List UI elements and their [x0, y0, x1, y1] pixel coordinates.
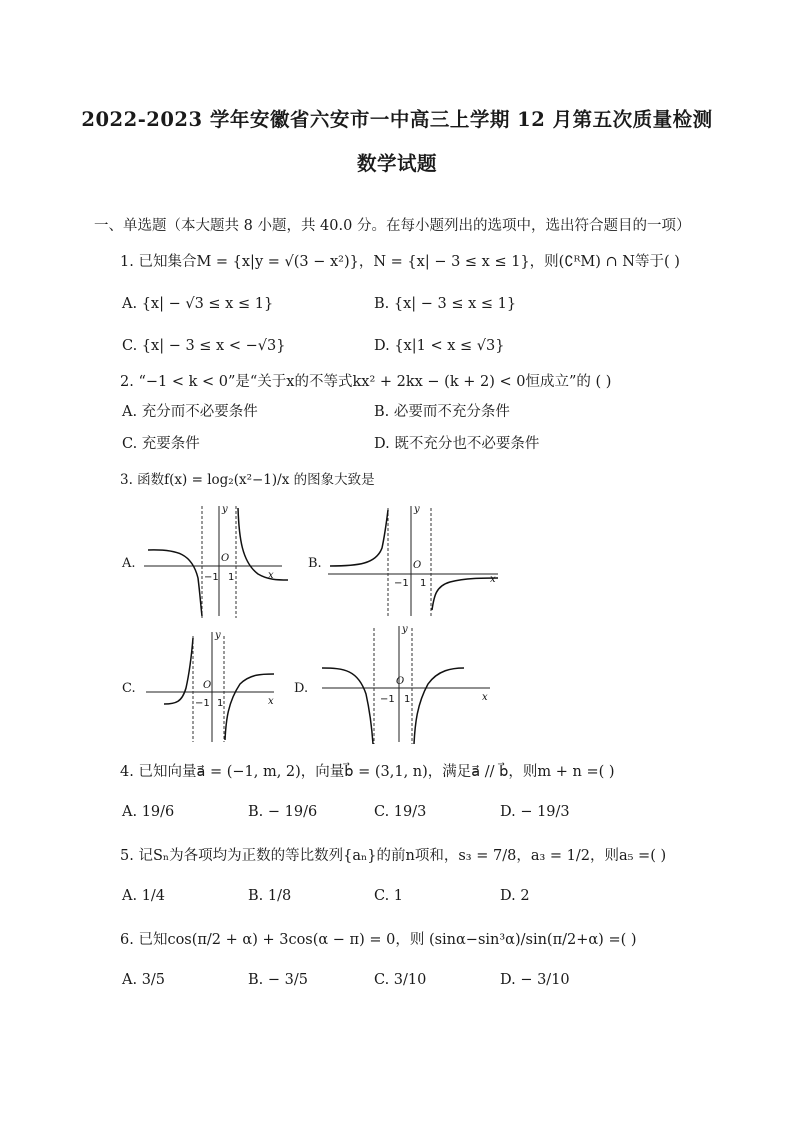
question-1-option-b[interactable]: B. {x| − 3 ≤ x ≤ 1}	[374, 296, 517, 312]
graph-b-neg1-label: −1	[394, 578, 409, 589]
graph-d-curve-right	[414, 668, 464, 744]
question-3-graphs	[118, 498, 528, 754]
graph-d-x-label: x	[482, 692, 488, 703]
question-2-option-c[interactable]: C. 充要条件	[122, 436, 200, 452]
graph-c-y-label: y	[215, 630, 221, 641]
graph-c[interactable]	[122, 630, 274, 742]
question-5-option-b[interactable]: B. 1/8	[248, 888, 292, 904]
question-2-option-a[interactable]: A. 充分而不必要条件	[122, 404, 258, 420]
graph-b-x-label: x	[490, 574, 496, 585]
graph-a-x-label: x	[268, 570, 274, 581]
question-6-option-a[interactable]: A. 3/5	[122, 972, 166, 988]
question-3-stem: 3. 函数f(x) = log₂(x²−1)/x 的图象大致是	[120, 472, 375, 488]
question-5-stem: 5. 记Sₙ为各项均为正数的等比数列{aₙ}的前n项和，s₃ = 7/8，a₃ = 1/2，则a₅ =( )	[120, 848, 667, 864]
question-4-option-d[interactable]: D. − 19/3	[500, 804, 570, 820]
graph-c-label: C.	[122, 681, 136, 696]
graph-b-label: B.	[308, 556, 322, 571]
question-5-option-a[interactable]: A. 1/4	[122, 888, 166, 904]
question-2-option-d[interactable]: D. 既不充分也不必要条件	[374, 436, 540, 452]
graph-d-pos1-label: 1	[404, 694, 411, 705]
graph-c-neg1-label: −1	[195, 698, 210, 709]
graph-c-pos1-label: 1	[217, 698, 224, 709]
graph-a-neg1-label: −1	[204, 572, 219, 583]
graph-a-label: A.	[122, 556, 136, 571]
graph-a[interactable]	[121, 504, 288, 618]
graph-a-curve-right	[238, 508, 288, 580]
graph-c-origin-label: O	[203, 680, 212, 691]
graph-d[interactable]	[294, 624, 490, 744]
graph-d-neg1-label: −1	[380, 694, 395, 705]
graph-a-origin-label: O	[221, 553, 230, 564]
graph-c-curve-right	[225, 674, 274, 740]
question-6-option-c[interactable]: C. 3/10	[374, 972, 427, 988]
question-1-option-d[interactable]: D. {x|1 < x ≤ √3}	[374, 338, 505, 354]
question-6-option-d[interactable]: D. − 3/10	[500, 972, 570, 988]
question-4-option-c[interactable]: C. 19/3	[374, 804, 427, 820]
graph-a-pos1-label: 1	[228, 572, 235, 583]
question-4-option-a[interactable]: A. 19/6	[122, 804, 175, 820]
question-1-option-a[interactable]: A. {x| − √3 ≤ x ≤ 1}	[122, 296, 274, 312]
question-4-stem: 4. 已知向量a⃗ = (−1, m, 2)，向量b⃗ = (3,1, n)，满足a⃗ // b⃗，则m + n =( )	[120, 764, 615, 780]
graph-a-curve-left	[148, 550, 202, 616]
question-6-stem: 6. 已知cos(π/2 + α) + 3cos(α − π) = 0，则 (sinα−sin³α)/sin(π/2+α) =( )	[120, 932, 637, 948]
graph-d-label: D.	[294, 681, 309, 696]
graph-a-y-label: y	[222, 504, 228, 515]
question-1-option-c[interactable]: C. {x| − 3 ≤ x < −√3}	[122, 338, 286, 354]
question-6-option-b[interactable]: B. − 3/5	[248, 972, 308, 988]
question-5-option-d[interactable]: D. 2	[500, 888, 530, 904]
graph-d-y-label: y	[402, 624, 408, 635]
question-5-option-c[interactable]: C. 1	[374, 888, 404, 904]
graph-d-origin-label: O	[396, 676, 405, 687]
question-2-option-b[interactable]: B. 必要而不充分条件	[374, 404, 510, 420]
graph-d-curve-left	[322, 668, 373, 744]
graph-b-pos1-label: 1	[420, 578, 427, 589]
graph-b-origin-label: O	[413, 560, 422, 571]
question-4-option-b[interactable]: B. − 19/6	[248, 804, 318, 820]
graph-b-curve-left	[330, 510, 388, 566]
exam-title: 2022-2023 学年安徽省六安市一中高三上学期 12 月第五次质量检测	[81, 108, 713, 131]
graph-b[interactable]	[308, 504, 498, 618]
graph-c-curve-left	[164, 638, 193, 704]
graph-b-y-label: y	[414, 504, 420, 515]
graph-c-x-label: x	[268, 696, 274, 707]
exam-subject: 数学试题	[356, 152, 437, 175]
question-2-stem: 2. “−1 < k < 0”是“关于x的不等式kx² + 2kx − (k + 2) < 0恒成立”的 ( )	[120, 374, 612, 390]
question-1-stem: 1. 已知集合M = {x|y = √(3 − x²)}，N = {x| − 3 ≤ x ≤ 1}，则(∁ᴿM) ∩ N等于( )	[120, 254, 680, 270]
section-heading: 一、单选题（本大题共 8 小题，共 40.0 分。在每小题列出的选项中，选出符合题目的一项）	[94, 218, 691, 234]
graph-b-curve-right	[432, 578, 498, 610]
